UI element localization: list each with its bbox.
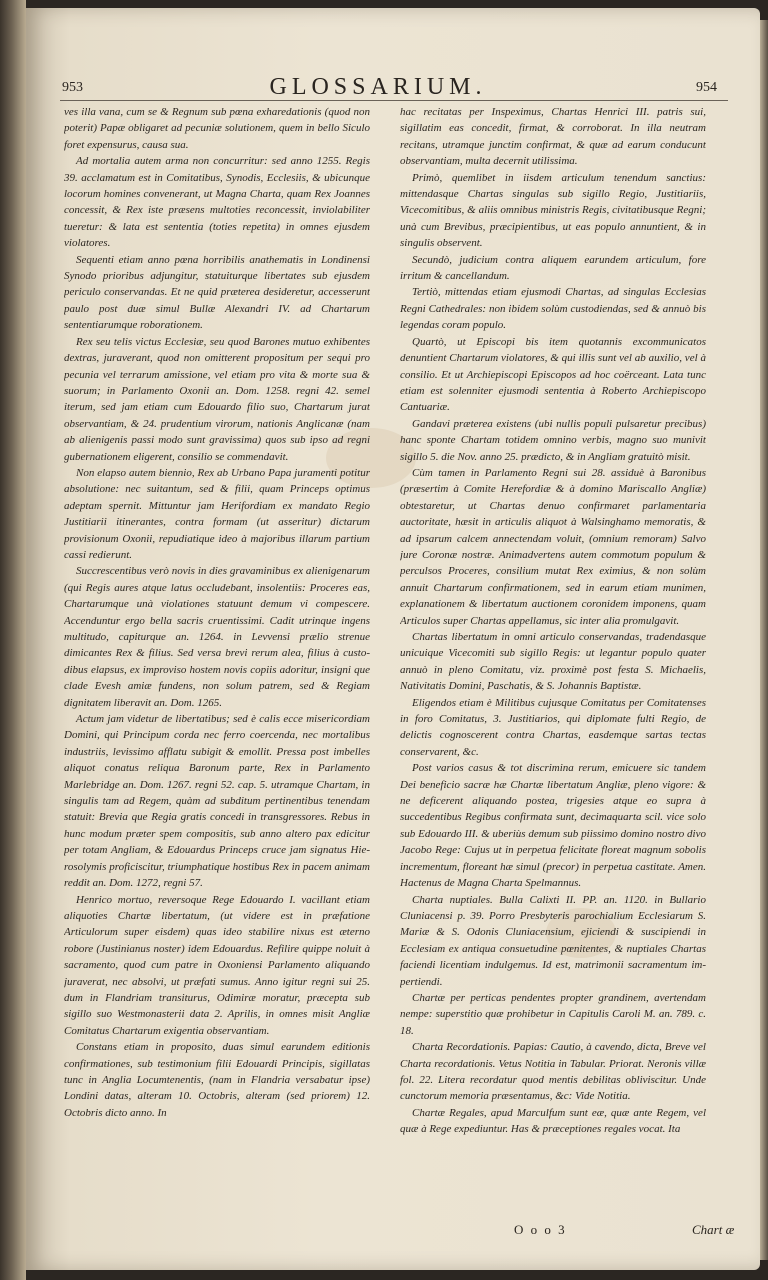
page-number-right: 954 — [696, 80, 717, 95]
page-number-left: 953 — [62, 80, 83, 95]
page-fore-edge — [760, 20, 768, 1260]
paragraph: Rex seu telis victus Ecclesiæ, seu quod Barones mutuo exhibentes dextras, juraverant, quod non omitterent propositum per sequi pro pecunia vel terrarum amissione, vel etiam pro vita & morte sua & suorum; in Parlamento Oxonii an. Dom. 1258. regni 42. semel iterum, sed jam etiam cum Edouardo filio suo, Chartarum jurat observantiam, & 24. prudentium virorum, nationis Anglicanæ (nam ab alienigenis passi modo sunt gravissima) quos sub ipso ad regni gubernationem eligerent, consilio se commendavit. — [64, 335, 370, 463]
header-rule — [60, 100, 728, 101]
paragraph: Non elapso autem biennio, Rex ab Urbano Papa juramenti potitur absolutione: nec suitantum, sed & filii, quam Princeps optimus adeptam spernit. Mittuntur jam Herifordiam ex mandato Regio Justitiarii itinerantes, contra formam (ut asseritur) dictarum provisionum Oxonii, repudiatique ideo à majoribus illarum partium cassi redierunt. — [64, 466, 370, 561]
paragraph: Chartas libertatum in omni articulo conservandas, tradendasque unicuique Vicecomiti sub sigillo Regis: ut legantur populo quater annuò in pleno Comitatu, viz. proximè post festa S. Michaelis, Nativitatis Domini, Paschatis, & S. Johannis Baptistæ. — [400, 631, 706, 693]
paragraph: ves illa vana, cum se & Regnum sub pœna exharedationis (quod non poterit) Papæ obligaret ad pecuniæ solutionem, quem in bello Siculo foret expensurus, causa sua. — [64, 106, 370, 151]
paragraph: Charta nuptiales. Bulla Calixti II. PP. an. 1120. in Bullario Cluniacensi p. 39. Porro Presbyteris parochialium Ecclesiarum S. Mariæ & S. Odonis Cluniacensium, ejiciendi & suscipiendi in Ecclesiam ex antiqua consuetudine pœnitentes, & nuptiales Chartas faciendi licentiam indulgemus. Id est, matrimonii sacramentum impertiendi. — [400, 893, 706, 988]
paragraph: Post varios casus & tot discrimina rerum, emicuere sic tandem Dei beneficio sacræ hæ Chartæ libertatum Angliæ, pleno vigore: & ne deficerent aliquando postea, trigesies atque eo supra à succedentibus Regibus confirmata sunt, decimaquarta scil. vice solo sub Edouardo III. & uberiùs demum sub piissimo domino nostro divo Jacobo Rege: Cujus ut in perpetua felicitate floreat magnum sobolis incrementum, floreant hæ simul (precor) in perpetua castitate. Amen. Hactenus de Magna Charta Spelmannus. — [400, 762, 706, 890]
page-title: GLOSSARIUM. — [269, 74, 487, 100]
paragraph: Ad mortalia autem arma non concurritur: sed anno 1255. Regis 39. acclamatum est in Comitatibus, Synodis, Ecclesiis, & ubicunque locorum homines convenerant, ut Magna Charta, quam Rex Joannes concessit, & Rex iste præsens multoties reconcessit, inviolabiliter tueretur: & lata est sententia (toties repetita) in omnes ejusdem violatores. — [64, 155, 370, 250]
paragraph: Actum jam videtur de libertatibus; sed è calis ecce misericordiam Domini, qui Principum corda nec ferro coercenda, nec mortalibus industriis, levissimo afflatu subigit & emollit. Pressa post imbelles aliquot conatus reliqua Baronum parte, Rex in Parlamento Marlebridge an. Dom. 1267. regni 52. cap. 5. utramque Chartam, in singulis tam ad Regem, quàm ad subditum pertinentibus tenendam statuit: Brevia que Regia gratis concedi in transgressores. Rebus in hunc modum præter spem compositis, sub anno altero pax edicitur per totam Angliam, & Edouardus Princeps cruce jam signatus Hierosolymis proficiscitur, triumphatique hostibus Rex in pacem animam reddit an. Dom. 1272, regni 57. — [64, 713, 370, 890]
paragraph: Chartæ Regales, apud Marculfum sunt eæ, quæ ante Regem, vel quæ à Rege expediuntur. Has & præceptiones regales vocat. Ita — [400, 1106, 706, 1136]
paragraph: Cùm tamen in Parlamento Regni sui 28. assiduè à Baronibus (præsertim à Comite Herefordiæ & à domino Mariscallo Angliæ) obtestaretur, ut Chartas denuo confirmaret parlamentaria auctoritate, hæsit in articulis aliquot à Walsinghamo memoratis, & ad ipsarum calcem annectendam voluit, (omnium remoram) Salvo jure Coronæ nostræ. Animadvertens autem commotum populum & perculsos Proceres, consilium mutat Rex eximius, & non solùm annuit Chartarum confirmationem, sed in earum etiam munimen, explanationem & libertatum auctionem coronidem imponens, quam Articulos super Chartas appellamus, sic inter alia promulgavit. — [400, 466, 706, 627]
paragraph: Sequenti etiam anno pœna horribilis anathematis in Londinensi Synodo prioribus adjungitur, statuiturque libertates sub ejusdem periculo conservandas. Et ne quid præterea desideretur, accesserunt paulo post duæ simul Bullæ Alexandri IV. ad Chartarum sententiarumque roborationem. — [64, 253, 370, 332]
paragraph: hac recitatas per Inspeximus, Chartas Henrici III. patris sui, sigillatim eas concedit, firmat, & corroborat. In illa neutram recitans, utramque junctim confirmat, & quæ ad earum conducunt observantiam, multa decernit utilissima. — [400, 106, 706, 168]
right-column — [400, 104, 706, 1214]
paragraph: Gandavi præterea existens (ubi nullis populi pulsaretur precibus) hanc sponte Chartam totidem omnino verbis, magno suo munivit sigillo 5. die Nov. anno 25. prædicto, & in Angliam gratuitò misit. — [400, 417, 706, 463]
paragraph: Eligendos etiam è Militibus cujusque Comitatus per Comitatenses in foro Comitatus, 3. Justitiarios, qui diplomate fulti Regio, de delictis cognoscerent contra Chartas, easdemque sartas tectas conservarent, &c. — [400, 696, 706, 758]
paragraph: Succrescentibus verò novis in dies gravaminibus ex alienigenarum (qui Regis aures atque latus occludebant, insolentiis: Proceres eas, Chartarumque unà violationes statuunt demum vi compescere. Accenduntur ergo bella sacris cruentissimi. Cadit utrinque ingens multitudo, capiturque an. 1264. in Levvensi prælio strenue dimicantes Rex & filius. Sed versa brevi rerum alea, filius à custodibus elapsus, ex improviso hostem novis copiis adoritur, insigni que clade Evesh amiæ fundens, non solum patrem, sed & Regiam dignitatem liberavit an. Dom. 1265. — [64, 565, 370, 709]
paragraph: Charta Recordationis. Papias: Cautio, à cavendo, dicta, Breve vel Charta recordationis. Vetus Notitia in Tabular. Priorat. Neronis villæ fol. 22. Litera recordatur quod mentis debilitas obliviscitur. Unde cunctorum memoria præsentamus, &c: Vide Notitia. — [400, 1041, 706, 1103]
paragraph: Tertiò, mittendas etiam ejusmodi Chartas, ad singulas Ecclesias Regni Cathedrales: non ibidem solùm custodiendas, sed & annuò bis legendas coram populo. — [400, 286, 706, 332]
signature-mark: O o o 3 — [514, 1222, 567, 1237]
paragraph: Constans etiam in proposito, duas simul earundem editionis confirmationes, sub testimonium filii Edouardi Principis, sigillatas tunc in Anglia Locumtenentis, (nam in Flandria versabatur ipse) Londini datas, alteram 10. Octobris, alteram (sed priorem) 12. Octobris dicto anno. In — [64, 1041, 370, 1119]
catchword: Chart æ — [692, 1222, 735, 1237]
paragraph: Primò, quemlibet in iisdem articulum tenendum sanctius: mittendasque Chartas singulas sub sigillo Regio, Justitiariis, Vicecomitibus, & aliis omnibus ministris Regis, civitatibusque Regni; unà cum Brevibus, præcipientibus, ut eas populo annuntient, & in singulis observent. — [400, 171, 706, 250]
book-binding — [0, 0, 26, 1280]
paragraph: Secundò, judicium contra aliquem earundem articulum, fore irritum & cancellandum. — [400, 253, 706, 283]
paragraph: Chartæ per perticas pendentes propter grandinem, avertendam nempe: superstitio quæ prohibetur in Capitulis Caroli M. an. 789. c. 18. — [400, 991, 706, 1037]
paragraph: Quartò, ut Episcopi bis item quotannis excommunicatos denuntient Chartarum violatores, & qui illis sunt vel ab auxilio, vel à consilio. Et ut Archiepiscopi Episcopos ad hoc coërceant. Lata tunc etiam est solenniter ejusmodi sententia à Roberto Archiepiscopo Cantuariæ. — [400, 335, 706, 414]
running-head — [0, 72, 760, 102]
paragraph: Henrico mortuo, reversoque Rege Edouardo I. vacillant etiam aliquoties Chartæ libertatum, (ut videre est in præfatione Articulorum super eisdem) quas ideo stabilire nixus est æterno robore (Justinianus noster) idem Edouardus. Refilire quippe noluit à sacramento, quod cum patre in Oxoniensi Parlamento aliquando juraverat, nec absolvi, ut præfati sumus. Anno igitur regni sui 25. dum in Flandriam transiturus, Odimiræ moratur, præcepta sub sigillo suo Westmonasterii data 2. Aprilis, in omnes misit Angliæ Comitatus Chartarum exigentia observantiam. — [64, 893, 370, 1037]
left-column — [64, 104, 370, 1214]
